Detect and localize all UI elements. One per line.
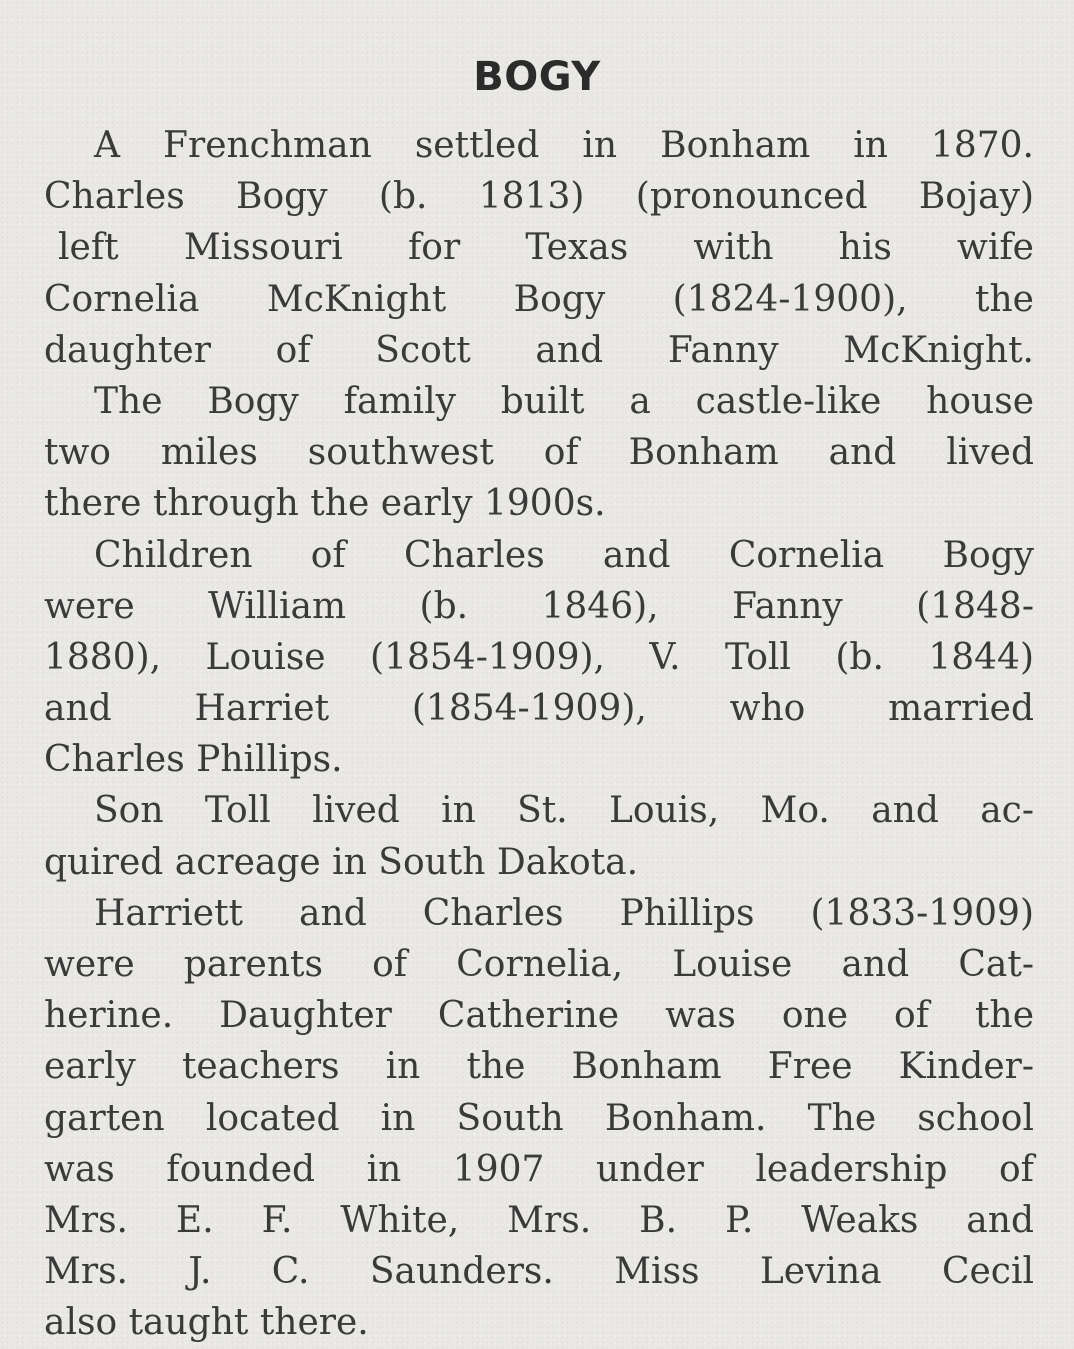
- paragraph: [44, 530, 1034, 786]
- text-line: garten located in South Bonham. The school: [44, 1097, 1034, 1139]
- text-line: were William (b. 1846), Fanny (1848-: [44, 585, 1034, 627]
- text-line: Son Toll lived in St. Louis, Mo. and ac-: [94, 790, 1034, 832]
- text-line: there through the early 1900s.: [44, 483, 606, 525]
- article-body: [44, 120, 1034, 1349]
- text-line: Children of Charles and Cornelia Bogy: [94, 534, 1034, 576]
- paragraph: [44, 376, 1034, 530]
- text-line: Charles Bogy (b. 1813) (pronounced Bojay): [44, 176, 1034, 218]
- text-line: was founded in 1907 under leadership of: [44, 1148, 1034, 1190]
- paragraph: [44, 888, 1034, 1349]
- text-line: and Harriet (1854-1909), who married: [44, 688, 1034, 730]
- paragraph: [44, 785, 1034, 887]
- text-line: early teachers in the Bonham Free Kinder-: [44, 1046, 1034, 1088]
- text-line: 1880), Louise (1854-1909), V. Toll (b. 1844): [44, 636, 1034, 678]
- text-line: The Bogy family built a castle-like house: [94, 380, 1034, 422]
- text-line: Mrs. E. F. White, Mrs. B. P. Weaks and: [44, 1199, 1034, 1241]
- text-line: Harriett and Charles Phillips (1833-1909): [94, 892, 1034, 934]
- text-line: two miles southwest of Bonham and lived: [44, 432, 1034, 474]
- paragraph: [44, 120, 1034, 376]
- text-line: Charles Phillips.: [44, 739, 343, 781]
- text-line: also taught there.: [44, 1302, 369, 1344]
- text-line: herine. Daughter Catherine was one of the: [44, 995, 1034, 1037]
- text-line: quired acreage in South Dakota.: [44, 841, 639, 883]
- text-line: daughter of Scott and Fanny McKnight.: [44, 329, 1034, 371]
- article-title: BOGY: [473, 54, 601, 100]
- text-line: Mrs. J. C. Saunders. Miss Levina Cecil: [44, 1251, 1034, 1293]
- text-line: were parents of Cornelia, Louise and Cat-: [44, 944, 1034, 985]
- text-line: left Missouri for Texas with his wife: [58, 227, 1034, 269]
- text-line: Cornelia McKnight Bogy (1824-1900), the: [44, 278, 1034, 320]
- text-line: A Frenchman settled in Bonham in 1870.: [94, 125, 1034, 166]
